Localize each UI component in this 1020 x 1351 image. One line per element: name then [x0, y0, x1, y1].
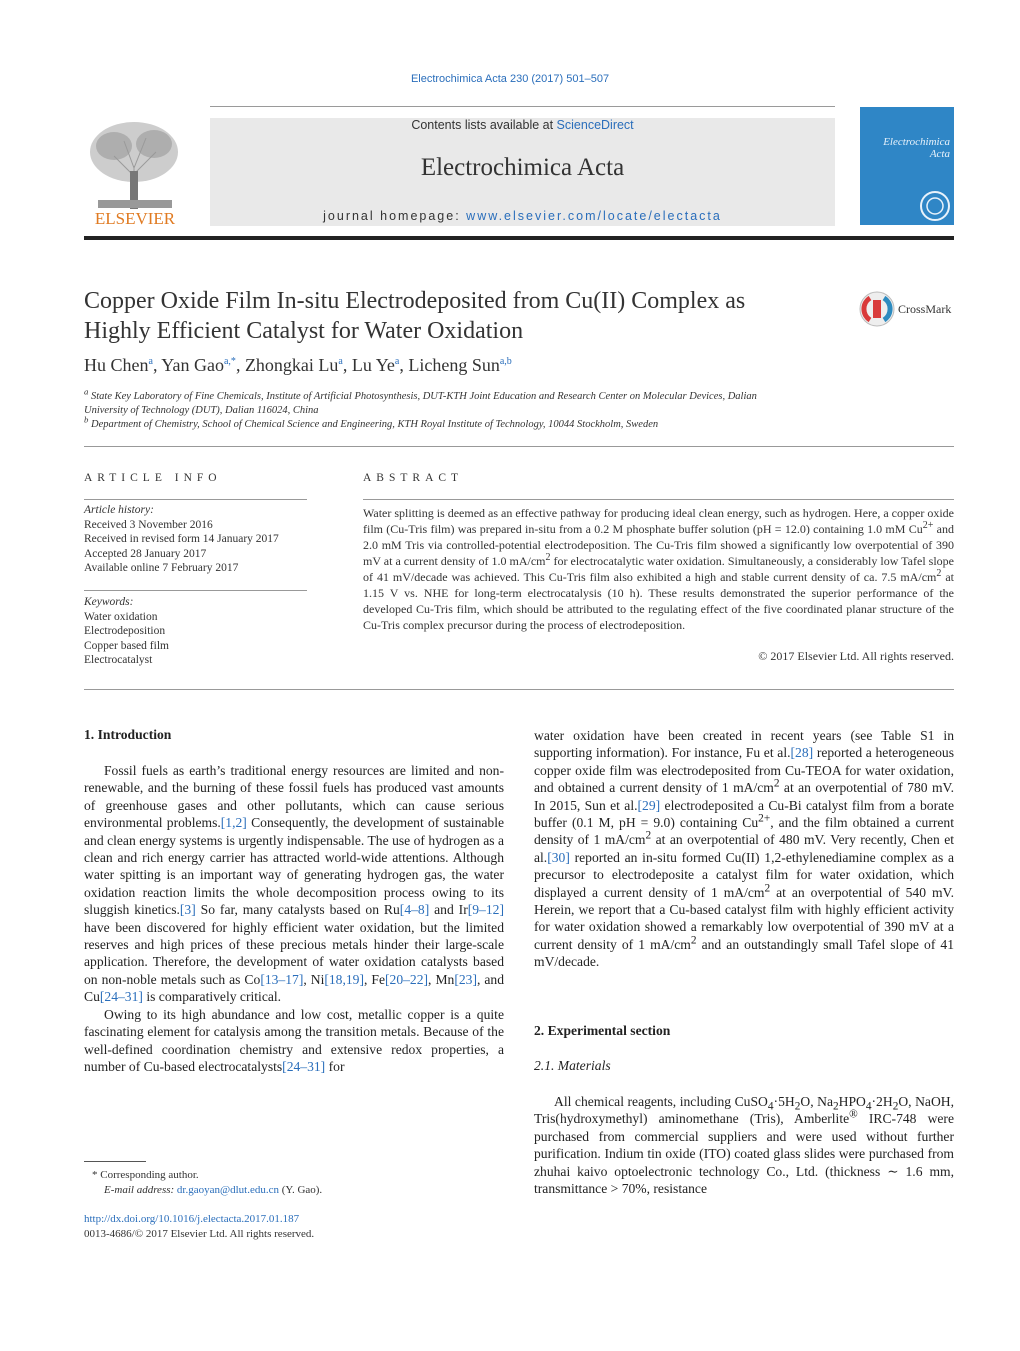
materials-heading: 2.1. Materials	[534, 1058, 611, 1073]
title-line-1: Copper Oxide Film In-situ Electrodeposited from Cu(II) Complex as	[84, 288, 746, 314]
journal-title: Electrochimica Acta	[420, 154, 625, 181]
author-5-aff[interactable]: a,b	[499, 356, 512, 367]
title-line-2: Highly Efficient Catalyst for Water Oxidation	[84, 318, 524, 344]
article-history	[84, 503, 307, 576]
citation-28[interactable]: [28]	[790, 745, 814, 761]
citation-1-2[interactable]: [1,2]	[220, 815, 247, 831]
footnote-email-label: E-mail address:	[104, 1183, 175, 1196]
article-title	[84, 286, 844, 346]
citation-9-12[interactable]: [9–12]	[467, 902, 504, 918]
author-2-aff[interactable]: a,*	[223, 356, 236, 367]
keyword-3: Copper based film	[84, 639, 169, 652]
doi-link[interactable]: http://dx.doi.org/10.1016/j.electacta.2017.01.187	[84, 1213, 300, 1225]
citation-24-31[interactable]: [24–31]	[99, 989, 143, 1005]
affiliation-a-line-2: University of Technology (DUT), Dalian 116024, China	[84, 405, 319, 416]
affiliation-rule	[84, 446, 954, 447]
header-rule	[210, 106, 835, 107]
intro-paragraph-1: Fossil fuels as earth’s traditional energy resources are limited and non-renewable, and the burning of these fossil fuels has produced vast amounts of greenhouse gases and other pollutants, which can cause serious environmental problems.[1,2] Consequently, the development of sustainable and clean energy systems is urgently indispensable. The use of hydrogen as a clean and rich energy carrier has attracted world-wide attentions. Although water spitting is an important way of generating hydrogen gas, the water oxidation reaction limits the whole decomposition process owing to its sluggish kinetics.[3] So far, many catalysts based on Ru[4–8] and Ir[9–12] have been discovered for highly efficient water oxidation, but the limited reserves and high prices of these precious metals hinder their large-scale application. Therefore, the development of water oxidation catalysts based on non-noble metals such as Co[13–17], Ni[18,19], Fe[20–22], Mn[23], and Cu[24–31] is comparatively critical.	[84, 763, 505, 1005]
author-5[interactable]: Licheng Sun	[408, 355, 500, 375]
masthead-bottom-rule	[84, 236, 954, 240]
citation-4-8[interactable]: [4–8]	[399, 902, 430, 918]
keyword-4: Electrocatalyst	[84, 654, 153, 666]
abstract-bottom-rule	[84, 689, 954, 690]
elsevier-wordmark: ELSEVIER	[94, 209, 176, 228]
keyword-2: Electrodeposition	[84, 625, 166, 637]
abstract-copyright: © 2017 Elsevier Ltd. All rights reserved.	[758, 649, 954, 663]
citation-24-31-b[interactable]: [24–31]	[282, 1058, 326, 1074]
article-info-rule	[84, 499, 307, 500]
issn-line: 0013-4686/© 2017 Elsevier Ltd. All rights reserved.	[84, 1227, 315, 1240]
abstract-part-4: at 1.15 V vs. NHE for long-term electrocatalysis (10 h). These results demonstrated the superior performance of the developed Cu-Tris film, which should be attributed to the regulating effect of the five coordinated planar structure of the Cu-Tris complex precursor during the process of electrodeposition.	[363, 570, 954, 632]
introduction-body-right	[534, 727, 954, 971]
contents-line	[210, 118, 835, 132]
author-1-aff[interactable]: a	[148, 356, 153, 367]
introduction-body-left	[84, 762, 504, 1075]
abstract-part-2: and 2.0 mM Tris via controlled-potential electrodeposition. The Cu-Tris film showed a significantly low overpotential of 390 mV at a current density of 1.0 mA/cm	[363, 522, 954, 568]
affiliation-b-text: Department of Chemistry, School of Chemical Science and Engineering, KTH Royal Institute of Technology, 10044 Stockholm, Sweden	[91, 419, 659, 430]
contents-prefix: Contents lists available at	[411, 118, 557, 132]
homepage-prefix: journal homepage:	[323, 209, 467, 223]
affiliation-b: $^b$ Department of Chemistry, School of Chemical Science and Engineering, KTH Royal Institute of Technology, 10044 Stockholm, Sweden	[84, 414, 659, 430]
keywords-heading: Keywords:	[84, 596, 134, 608]
abstract-heading: ABSTRACT	[363, 472, 464, 484]
citation-3[interactable]: [3]	[179, 902, 196, 918]
journal-homepage	[210, 209, 835, 223]
article-identifiers	[84, 1212, 314, 1241]
citation-30[interactable]: [30]	[547, 849, 570, 865]
footnote-email-suffix: (Y. Gao).	[279, 1183, 323, 1196]
author-3-aff[interactable]: a	[338, 356, 343, 367]
footnote-email-link[interactable]: dr.gaoyan@dlut.edu.cn	[176, 1183, 279, 1196]
history-revised: Received in revised form 14 January 2017	[84, 533, 279, 545]
experimental-heading: 2. Experimental section	[534, 1023, 671, 1038]
ise-logo-icon	[918, 190, 952, 222]
author-4[interactable]: Lu Ye	[351, 355, 395, 375]
intro-paragraph-2: Owing to its high abundance and low cost, metallic copper is a quite fascinating element for catalysis among the transition metals. Because of the well-defined coordination chemistry and extensive redox properties, a number of Cu-based electrocatalysts[24–31] for	[84, 1006, 504, 1074]
author-4-aff[interactable]: a	[394, 356, 400, 367]
elsevier-tree-logo	[84, 116, 186, 228]
introduction-heading: 1. Introduction	[84, 727, 172, 742]
materials-paragraph: All chemical reagents, including $CuSO_4\cdot 5H_2O$, $Na_2HPO_4\cdot 2H_2O$, NaOH, Tris(hydroxymethyl) aminomethane (Tris), Amberlite® IRC-748 were purchased from commercial suppliers and were used without further purification. Indium tin oxide (ITO) coated glass slides were purchased from zhuhai kaivo optoelectronic technology Co., Ltd. (thickness ∼ 1.6 mm, transmittance > 70%, resistance	[534, 1094, 954, 1197]
footnote-corresponding-text: Corresponding author.	[100, 1169, 199, 1181]
affiliation-a: $^a$ State Key Laboratory of Fine Chemicals, Institute of Artificial Photosynthesis, DUT-KTH Joint Education and Research Center on Molecular Devices, Dalian University of Technology (DUT), Dalian 116024, China	[84, 390, 864, 418]
abstract-part-3: for electrocatalytic water oxidation. Simultaneously, a considerably low Tafel slope of 41 mV/decade was achieved. This Cu-Tris film also exhibited a high and stable current density of ca. 7.5 mA/cm	[363, 554, 954, 584]
crossmark-icon	[858, 290, 896, 328]
abstract-rule	[363, 499, 954, 500]
citation-18-19[interactable]: [18,19]	[324, 971, 364, 987]
keywords	[84, 595, 307, 668]
history-online: Available online 7 February 2017	[84, 562, 239, 574]
journal-reference[interactable]: Electrochimica Acta 230 (2017) 501–507	[410, 73, 610, 85]
abstract-part-1: Water splitting is deemed as an effective pathway for producing ideal clean energy, such as hydrogen. Here, a copper oxide film (Cu-Tris film) was prepared in-situ from a 0.2 M phosphate buffer solution (pH = 12.0) containing 1.0 mM Cu	[363, 506, 954, 536]
author-2[interactable]: Yan Gao	[161, 355, 224, 375]
history-received: Received 3 November 2016	[84, 518, 213, 531]
citation-13-17[interactable]: [13–17]	[260, 971, 304, 987]
materials-body	[534, 1093, 954, 1197]
article-info-heading: ARTICLE INFO	[84, 472, 222, 484]
citation-29[interactable]: [29]	[637, 797, 661, 813]
keyword-1: Water oxidation	[84, 610, 158, 623]
keywords-rule	[84, 590, 307, 591]
cover-title: Electrochimica Acta	[883, 136, 950, 160]
footnote-corresponding: * Corresponding author. E-mail address: dr.gaoyan@dlut.edu.cn (Y. Gao).	[92, 1169, 323, 1196]
citation-20-22[interactable]: [20–22]	[385, 971, 429, 987]
intro-paragraph-2-cont: water oxidation have been created in recent years (see Table S1 in supporting information). For instance, Fu et al.[28] reported a heterogeneous copper oxide film was electrodeposited from Cu-TEOA for water oxidation, and obtained a current density of 1 $mA/cm^2$ at an overpotential of 780 mV. In 2015, Sun et al.[29] electrodeposited a Cu-Bi catalyst film from a borate buffer (0.1 M, pH = 9.0) containing $Cu^{2+}$, and the film obtained a current density of 1 $mA/cm^2$ at an overpotential of 480 mV. Very recently, Chen et al.[30] reported an in-situ formed Cu(II) 1,2-ethylenediamine complex as a precursor to electrodeposite a catalyst film for water oxidation, which displayed a current density of 1 $mA/cm^2$ at an overpotential of 540 mV. Herein, we report that a Cu-based catalyst film with highly efficient activity for water oxidation showed a remarkably low overpotential of 390 mV at a current density of 1 $mA/cm^2$ and an outstandingly small Tafel slope of 41 mV/decade.	[534, 728, 955, 970]
crossmark-button[interactable]	[858, 290, 958, 330]
citation-23[interactable]: [23]	[454, 971, 477, 987]
affiliation-a-line-1: State Key Laboratory of Fine Chemicals, Institute of Artificial Photosynthesis, DUT-KTH Joint Education and Research Center on Molecular Devices, Dalian	[91, 391, 757, 402]
history-accepted: Accepted 28 January 2017	[84, 547, 207, 560]
sciencedirect-link[interactable]: ScienceDirect	[556, 118, 634, 132]
homepage-link[interactable]: www.elsevier.com/locate/electacta	[466, 209, 722, 223]
footnote-rule	[84, 1161, 146, 1162]
author-list: Hu Chen$^a$, Yan Gao$^{a,*}$, Zhongkai Lu$^a$, Lu Ye$^a$, Licheng Sun$^{a,b}$	[84, 355, 512, 375]
abstract-text: Water splitting is deemed as an effective pathway for producing ideal clean energy, such as hydrogen. Here, a copper oxide film (Cu-Tris film) was prepared in-situ from a 0.2 M phosphate buffer solution (pH = 12.0) containing 1.0 mM $Cu^{2+}$ and 2.0 mM Tris via controlled-potential electrodeposition. The Cu-Tris film showed a significantly low overpotential of 390 mV at a current density of 1.0 $mA/cm^2$ for electrocatalytic water oxidation. Simultaneously, a considerably low Tafel slope of 41 mV/decade was achieved. This Cu-Tris film also exhibited a high and stable current density of ca. 7.5 $mA/cm^2$ at 1.15 V vs. NHE for long-term electrocatalysis (10 h). These results demonstrated the superior performance of the developed Cu-Tris film, which should be attributed to the regulating effect of the five coordinated planar structure of the Cu-Tris complex precursor during the process of electrodeposition.	[363, 506, 954, 632]
history-heading: Article history:	[84, 504, 154, 516]
author-3[interactable]: Zhongkai Lu	[244, 355, 339, 375]
crossmark-label: CrossMark	[898, 302, 952, 316]
author-1[interactable]: Hu Chen	[84, 355, 149, 375]
